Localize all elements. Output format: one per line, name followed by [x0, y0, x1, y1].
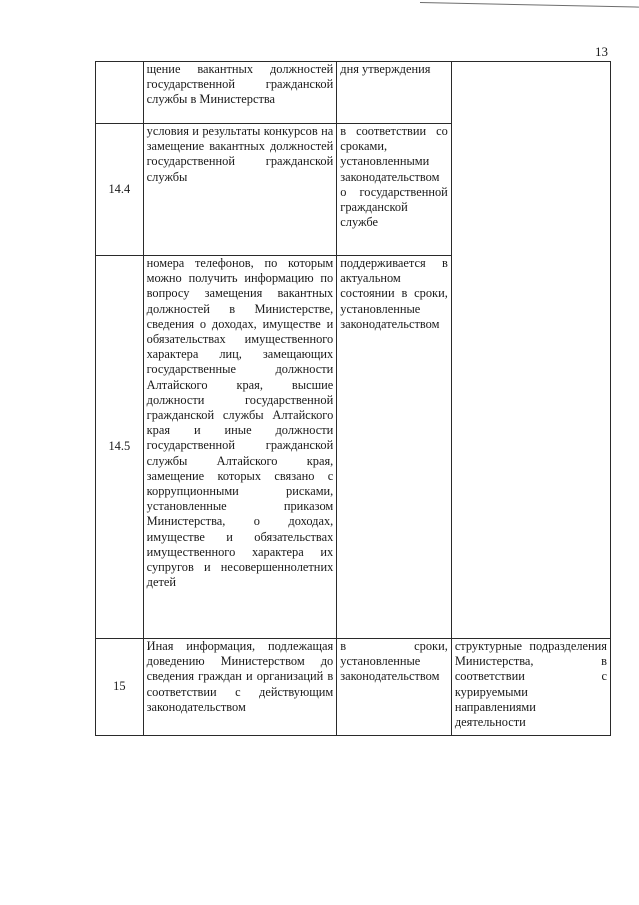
table-row: [96, 639, 611, 736]
period-cell: в соответствии со сроками, установленными законодательством о государственной гражданской службе: [337, 124, 452, 256]
info-table: [95, 61, 611, 736]
period-cell: поддерживается в актуальном состоянии в сроки, установленные законодательством: [337, 256, 452, 639]
info-cell: Иная информация, подлежащая доведению Министерством до сведения граждан и организаций в соответствии с действующим законодательством: [143, 639, 337, 736]
scan-edge-line: [420, 2, 639, 8]
period-cell: дня утверждения: [337, 62, 452, 124]
row-number: 14.5: [96, 256, 144, 639]
row-number: [96, 62, 144, 124]
period-cell: в сроки, установленные законодательством: [337, 639, 452, 736]
responsible-cell: структурные подразделения Министерства, в соответствии с курируемыми направлениями деятельности: [451, 639, 610, 736]
table-row: [96, 62, 611, 124]
row-number: 14.4: [96, 124, 144, 256]
row-number: 15: [96, 639, 144, 736]
info-cell: условия и результаты конкурсов на замещение вакантных должностей государственной гражданской службы: [143, 124, 337, 256]
info-cell: номера телефонов, по которым можно получить информацию по вопросу замещения вакантных должностей в Министерстве, сведения о доходах, имуществе и обязательствах имущественного характера лиц, замещающих государственные должности Алтайского края, высшие должности государственной гражданской службы Алтайского края и иные должности государственной гражданской службы Алтайского края, замещение которых связано с коррупционными рисками, установленные приказом Министерства, о доходах, имуществе и обязательствах имущественного характера их супругов и несовершеннолетних детей: [143, 256, 337, 639]
info-cell: щение вакантных должностей государственной гражданской службы в Министерства: [143, 62, 337, 124]
responsible-cell: [451, 62, 610, 639]
page-number: 13: [595, 44, 608, 59]
